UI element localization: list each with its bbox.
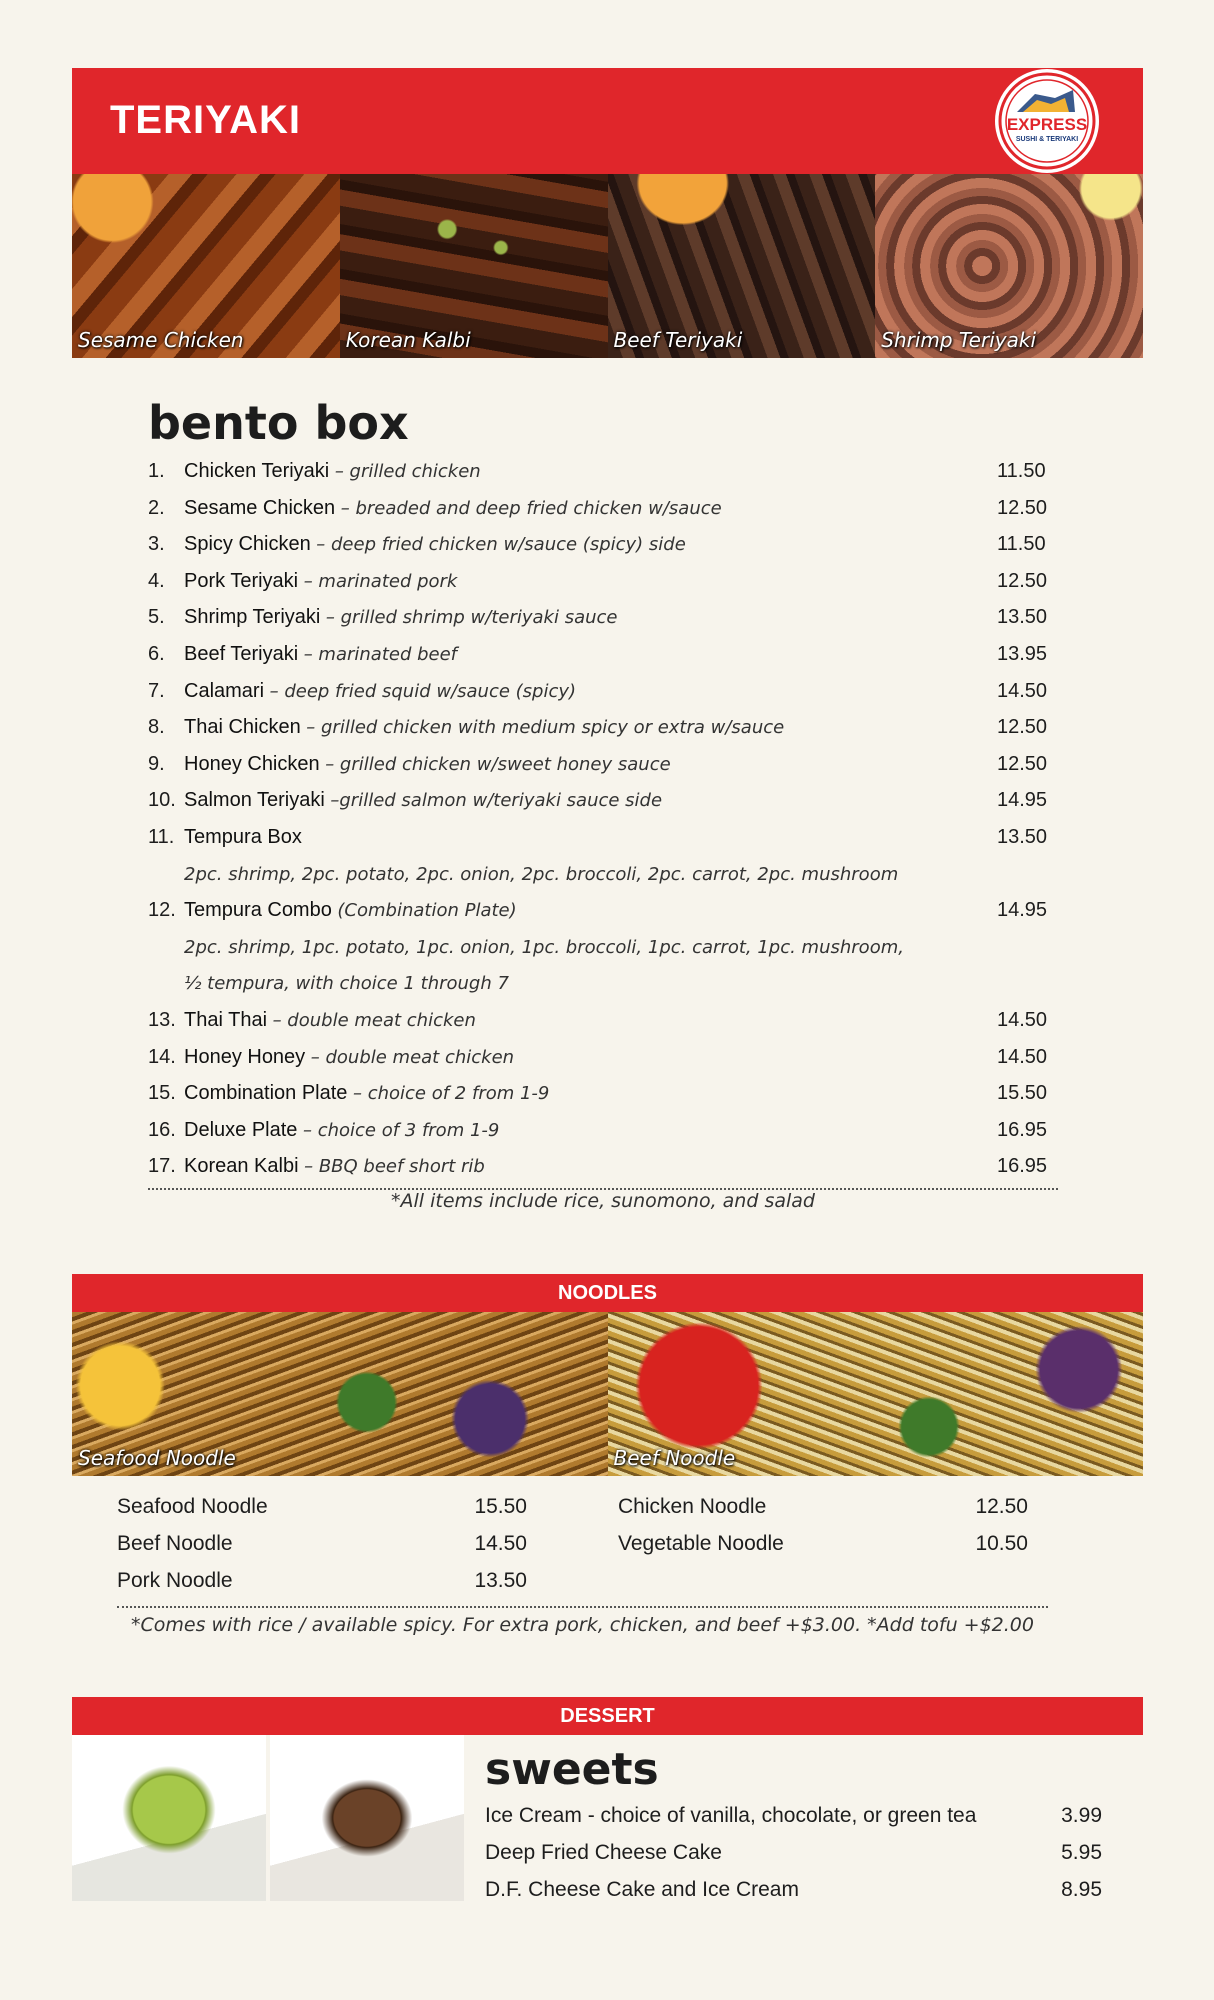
item-name: Beef Teriyaki xyxy=(184,642,299,665)
item-description: – grilled chicken w/sweet honey sauce xyxy=(325,753,671,775)
bento-item xyxy=(148,1116,1060,1153)
item-body xyxy=(184,1043,970,1072)
item-name: Deluxe Plate xyxy=(184,1118,298,1141)
item-body xyxy=(184,1152,970,1181)
item-description: – BBQ beef short rib xyxy=(304,1156,485,1178)
item-name: Chicken Teriyaki xyxy=(184,460,330,482)
noodle-item xyxy=(618,1493,1028,1530)
bento-item xyxy=(148,567,1060,604)
item-description: 2pc. shrimp, 2pc. potato, 2pc. onion, 2pc. broccoli, 2pc. carrot, 2pc. mushroom xyxy=(184,863,899,885)
item-body xyxy=(184,567,970,596)
item-price: 12.50 xyxy=(997,496,1048,519)
bento-item xyxy=(148,530,1060,567)
noodle-list-right xyxy=(618,1493,1028,1567)
item-description: (Combination Plate) xyxy=(337,900,517,922)
item-price: 15.50 xyxy=(997,1082,1048,1105)
item-name: Salmon Teriyaki xyxy=(184,789,325,812)
item-number: 2. xyxy=(148,496,165,519)
bento-item xyxy=(148,786,1060,823)
item-number: 16. xyxy=(148,1118,176,1141)
bento-item xyxy=(148,640,1060,677)
item-name: Chicken Noodle xyxy=(618,1495,767,1518)
dessert-item xyxy=(485,1802,1102,1839)
beef-teriyaki-photo xyxy=(608,174,876,358)
item-body xyxy=(184,1116,970,1145)
bento-item xyxy=(148,750,1060,787)
item-price: 14.50 xyxy=(997,1045,1048,1068)
item-price: 8.95 xyxy=(1061,1878,1102,1901)
green-tea-ice-cream-photo xyxy=(72,1735,266,1901)
teriyaki-photo-strip xyxy=(72,174,1143,358)
item-description: – choice of 2 from 1-9 xyxy=(353,1083,550,1105)
item-number: 4. xyxy=(148,569,165,592)
photo-caption: Seafood Noodle xyxy=(78,1446,236,1470)
item-body xyxy=(184,530,970,559)
item-price: 14.50 xyxy=(997,679,1048,702)
dessert-photo-strip xyxy=(72,1735,468,1901)
item-price: 12.50 xyxy=(997,716,1048,739)
noodle-item xyxy=(117,1530,527,1567)
beef-noodle-photo xyxy=(608,1312,1144,1476)
item-description: – double meat chicken xyxy=(272,1009,476,1031)
item-body xyxy=(184,677,970,706)
item-number: 11. xyxy=(148,825,175,848)
item-body xyxy=(184,603,970,632)
item-price: 10.50 xyxy=(975,1532,1028,1555)
item-name: D.F. Cheese Cake and Ice Cream xyxy=(485,1878,799,1901)
bento-footnote: *All items include rice, sunomono, and salad xyxy=(391,1190,815,1212)
photo-caption: Sesame Chicken xyxy=(78,328,244,352)
bento-item xyxy=(148,713,1060,750)
item-number: 13. xyxy=(148,1008,176,1031)
bento-item xyxy=(148,823,1060,860)
item-price: 13.50 xyxy=(474,1569,527,1592)
chocolate-dessert-photo xyxy=(270,1735,464,1901)
bento-item-detail xyxy=(148,933,1060,970)
item-name: Vegetable Noodle xyxy=(618,1532,784,1555)
item-number: 17. xyxy=(148,1155,176,1178)
item-name: Spicy Chicken xyxy=(184,533,311,556)
item-price: 11.50 xyxy=(997,460,1046,482)
sweets-list xyxy=(485,1802,1102,1913)
item-description: – marinated pork xyxy=(303,570,458,592)
item-price: 11.50 xyxy=(997,533,1046,556)
item-description: – grilled chicken with medium spicy or extra w/sauce xyxy=(306,717,785,739)
item-number: 5. xyxy=(148,606,165,629)
bento-item-detail xyxy=(148,969,1060,1006)
item-price: 12.50 xyxy=(975,1495,1028,1518)
item-price: 12.50 xyxy=(997,569,1048,592)
item-number: 3. xyxy=(148,533,165,556)
teriyaki-banner xyxy=(72,68,1143,174)
item-description: ½ tempura, with choice 1 through 7 xyxy=(184,973,509,995)
dotted-divider xyxy=(117,1606,1048,1608)
dessert-banner: DESSERT xyxy=(72,1697,1143,1735)
logo-subtext: SUSHI & TERIYAKI xyxy=(1015,136,1079,143)
item-body xyxy=(184,457,970,486)
item-body xyxy=(184,494,970,523)
noodles-banner: NOODLES xyxy=(72,1274,1143,1312)
seafood-noodle-photo xyxy=(72,1312,608,1476)
item-price: 14.95 xyxy=(997,899,1048,922)
bento-item-detail xyxy=(148,860,1060,897)
bento-item xyxy=(148,896,1060,933)
item-description: –grilled salmon w/teriyaki sauce side xyxy=(330,790,663,812)
logo-text: EXPRESS xyxy=(1006,115,1088,134)
item-description: – marinated beef xyxy=(303,643,458,665)
item-body xyxy=(184,823,970,852)
sweets-title: sweets xyxy=(485,1744,659,1795)
item-price: 13.50 xyxy=(997,606,1048,629)
bento-box-title: bento box xyxy=(148,396,409,450)
noodles-photo-strip xyxy=(72,1312,1143,1476)
bento-item xyxy=(148,1043,1060,1080)
item-number: 6. xyxy=(148,642,165,665)
korean-kalbi-photo xyxy=(340,174,608,358)
item-price: 13.50 xyxy=(997,825,1048,848)
item-number: 9. xyxy=(148,752,165,775)
item-price: 5.95 xyxy=(1061,1841,1102,1864)
item-name: Pork Noodle xyxy=(117,1569,233,1592)
item-name: Thai Chicken xyxy=(184,716,301,739)
sesame-chicken-photo xyxy=(72,174,340,358)
item-name: Deep Fried Cheese Cake xyxy=(485,1841,722,1864)
item-name: Korean Kalbi xyxy=(184,1155,299,1178)
item-name: Honey Chicken xyxy=(184,752,320,775)
item-description: – choice of 3 from 1-9 xyxy=(302,1119,500,1141)
photo-caption: Beef Noodle xyxy=(613,1446,736,1470)
item-description: – deep fried squid w/sauce (spicy) xyxy=(269,680,577,702)
bento-item xyxy=(148,494,1060,531)
item-body xyxy=(184,933,970,962)
item-number: 7. xyxy=(148,679,165,702)
item-body xyxy=(184,713,970,742)
item-price: 14.95 xyxy=(997,789,1048,812)
noodle-list-left xyxy=(117,1493,527,1604)
noodles-footnote: *Comes with rice / available spicy. For extra pork, chicken, and beef +$3.00. *Add tofu +$2.00 xyxy=(131,1614,1034,1636)
item-body xyxy=(184,1079,970,1108)
item-description: – deep fried chicken w/sauce (spicy) side xyxy=(316,534,686,556)
noodle-item xyxy=(117,1567,527,1604)
item-body xyxy=(184,640,970,669)
item-name: Seafood Noodle xyxy=(117,1495,268,1518)
item-number: 8. xyxy=(148,716,165,739)
item-description: – grilled shrimp w/teriyaki sauce xyxy=(325,607,618,629)
shrimp-teriyaki-photo xyxy=(875,174,1143,358)
bento-item xyxy=(148,1152,1060,1189)
dessert-item xyxy=(485,1839,1102,1876)
item-name: Combination Plate xyxy=(184,1082,348,1105)
photo-caption: Shrimp Teriyaki xyxy=(881,328,1036,352)
item-body xyxy=(184,969,970,998)
item-description: – double meat chicken xyxy=(310,1046,515,1068)
item-name: Calamari xyxy=(184,679,265,702)
item-price: 15.50 xyxy=(474,1495,527,1518)
item-name: Thai Thai xyxy=(184,1008,268,1031)
dessert-item xyxy=(485,1876,1102,1913)
item-number: 14. xyxy=(148,1045,176,1068)
noodle-item xyxy=(618,1530,1028,1567)
noodle-item xyxy=(117,1493,527,1530)
item-description: 2pc. shrimp, 1pc. potato, 1pc. onion, 1pc. broccoli, 1pc. carrot, 1pc. mushroom, xyxy=(184,936,904,958)
item-name: Shrimp Teriyaki xyxy=(184,606,321,629)
item-price: 13.95 xyxy=(997,642,1048,665)
item-number: 12. xyxy=(148,899,176,922)
bento-item xyxy=(148,1006,1060,1043)
item-name: Tempura Box xyxy=(184,825,302,848)
item-description: – breaded and deep fried chicken w/sauce xyxy=(340,497,722,519)
item-number: 1. xyxy=(148,460,165,482)
item-body xyxy=(184,896,970,925)
item-price: 3.99 xyxy=(1061,1804,1102,1827)
item-number: 15. xyxy=(148,1082,176,1105)
item-description: – grilled chicken xyxy=(334,461,481,482)
item-price: 14.50 xyxy=(474,1532,527,1555)
bento-item xyxy=(148,677,1060,714)
item-price: 16.95 xyxy=(997,1155,1048,1178)
item-number: 10. xyxy=(148,789,176,812)
restaurant-logo xyxy=(965,68,1125,174)
item-name: Beef Noodle xyxy=(117,1532,233,1555)
bento-item xyxy=(148,457,1060,494)
item-name: Sesame Chicken xyxy=(184,496,336,519)
bento-item xyxy=(148,1079,1060,1116)
item-price: 16.95 xyxy=(997,1118,1048,1141)
item-price: 14.50 xyxy=(997,1008,1048,1031)
bento-menu-list xyxy=(148,457,1060,1189)
item-body xyxy=(184,786,970,815)
item-body xyxy=(184,1006,970,1035)
item-name: Pork Teriyaki xyxy=(184,569,299,592)
teriyaki-title: TERIYAKI xyxy=(110,98,302,142)
item-body xyxy=(184,750,970,779)
photo-caption: Korean Kalbi xyxy=(345,328,471,352)
item-body xyxy=(184,860,970,889)
item-name: Ice Cream - choice of vanilla, chocolate, or green tea xyxy=(485,1804,977,1827)
item-name: Honey Honey xyxy=(184,1045,306,1068)
bento-item xyxy=(148,603,1060,640)
item-price: 12.50 xyxy=(997,752,1048,775)
item-name: Tempura Combo xyxy=(184,899,332,922)
photo-caption: Beef Teriyaki xyxy=(613,328,743,352)
